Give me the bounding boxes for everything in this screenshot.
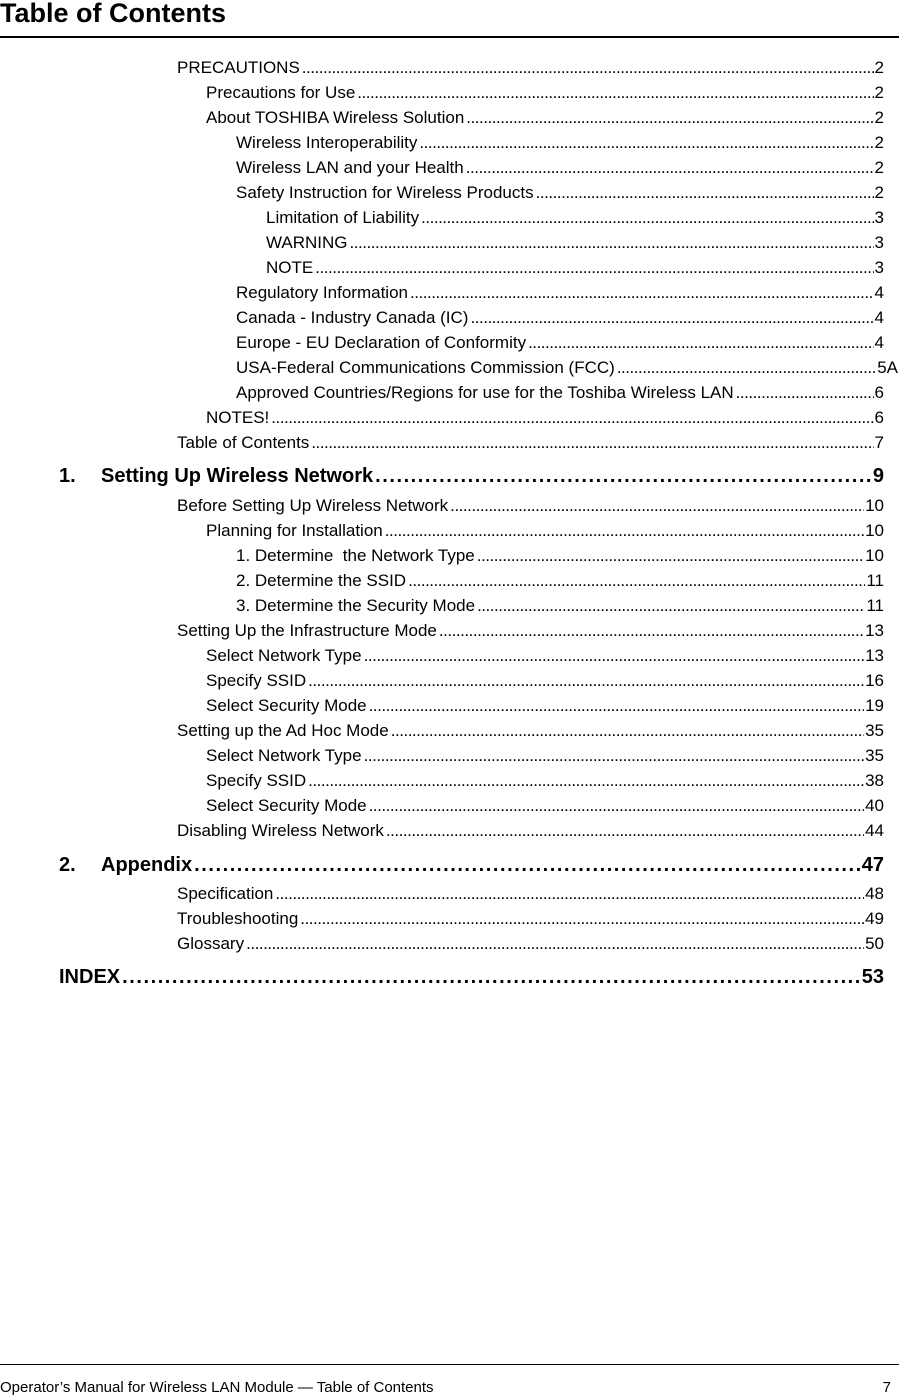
toc-entry-approved-countries[interactable] bbox=[236, 381, 884, 405]
toc-entry-page: 10 bbox=[865, 496, 884, 515]
toc-entry-page: 2 bbox=[874, 158, 884, 177]
chapter-number: 2. bbox=[59, 854, 76, 876]
chapter-number: 1. bbox=[59, 465, 76, 487]
toc-entry-page: 50 bbox=[865, 934, 884, 953]
toc-entry-page: 13 bbox=[865, 646, 884, 665]
toc-chapter-1[interactable] bbox=[59, 462, 884, 490]
toc-entry-determine-security-mode[interactable] bbox=[236, 594, 884, 618]
dot-leader bbox=[364, 644, 864, 668]
toc-entry-label: Setting up the Ad Hoc Mode bbox=[177, 721, 389, 740]
toc-entry-label: Table of Contents bbox=[177, 433, 310, 452]
index-page: 53 bbox=[861, 966, 884, 988]
toc-entry-label: WARNING bbox=[266, 233, 348, 252]
dot-leader bbox=[419, 131, 873, 155]
toc-entry-page: 5A bbox=[877, 358, 898, 377]
toc-entry-regulatory-information[interactable] bbox=[236, 281, 884, 305]
dot-leader bbox=[308, 769, 864, 793]
toc-index[interactable] bbox=[59, 963, 884, 991]
toc-entry-page: 7 bbox=[874, 433, 884, 452]
toc-entry-canada-ic[interactable] bbox=[236, 306, 884, 330]
toc-entry-select-network-type[interactable] bbox=[206, 744, 884, 768]
toc-entry-page: 2 bbox=[874, 108, 884, 127]
toc-entry-label: 2. Determine the SSID bbox=[236, 571, 407, 590]
toc-entry-troubleshooting[interactable] bbox=[177, 907, 884, 931]
toc-entry-label: Disabling Wireless Network bbox=[177, 821, 384, 840]
dot-leader bbox=[271, 406, 873, 430]
dot-leader bbox=[477, 544, 864, 568]
dot-leader bbox=[246, 932, 864, 956]
toc-entry-label: 3. Determine the Security Mode bbox=[236, 596, 476, 615]
toc-entry-label: NOTES! bbox=[206, 408, 270, 427]
toc-entry-label: 1. Determine the Network Type bbox=[236, 546, 475, 565]
toc-entry-label: NOTE bbox=[266, 258, 314, 277]
dot-leader bbox=[302, 56, 874, 80]
dot-leader bbox=[375, 462, 872, 490]
toc-entry-label: Select Security Mode bbox=[206, 696, 367, 715]
toc-entry-safety-instruction[interactable] bbox=[236, 181, 884, 205]
dot-leader bbox=[385, 519, 864, 543]
toc-entry-before-setting-up[interactable] bbox=[177, 494, 884, 518]
toc-entry-page: 38 bbox=[865, 771, 884, 790]
toc-entry-page: 44 bbox=[865, 821, 884, 840]
page-title: Table of Contents bbox=[0, 0, 226, 28]
dot-leader bbox=[617, 356, 876, 380]
dot-leader bbox=[315, 256, 873, 280]
toc-entry-specify-ssid[interactable] bbox=[206, 769, 884, 793]
toc-entry-label: Before Setting Up Wireless Network bbox=[177, 496, 449, 515]
toc-entry-page: 4 bbox=[874, 283, 884, 302]
dot-leader bbox=[311, 431, 873, 455]
toc-entry-page: 10 bbox=[865, 546, 884, 565]
index-title: INDEX bbox=[59, 966, 121, 988]
dot-leader bbox=[528, 331, 873, 355]
dot-leader bbox=[736, 381, 874, 405]
toc-entry-page: 6 bbox=[874, 383, 884, 402]
footer-document-title: Operator’s Manual for Wireless LAN Module — Table of Contents bbox=[0, 1379, 434, 1396]
toc-entry-page: 40 bbox=[865, 796, 884, 815]
dot-leader bbox=[421, 206, 873, 230]
toc-entry-label: Europe - EU Declaration of Conformity bbox=[236, 333, 527, 352]
footer-rule bbox=[0, 1364, 899, 1365]
toc-entry-label: Specify SSID bbox=[206, 671, 307, 690]
chapter-title: Appendix bbox=[101, 854, 193, 876]
toc-entry-label: Troubleshooting bbox=[177, 909, 299, 928]
toc-entry-label: Specification bbox=[177, 884, 274, 903]
toc-entry-europe-eu[interactable] bbox=[236, 331, 884, 355]
dot-leader bbox=[450, 494, 864, 518]
toc-entry-page: 4 bbox=[874, 333, 884, 352]
dot-leader bbox=[439, 619, 864, 643]
toc-entry-label: Precautions for Use bbox=[206, 83, 356, 102]
toc-entry-select-security-mode[interactable] bbox=[206, 794, 884, 818]
toc-entry-label: Canada - Industry Canada (IC) bbox=[236, 308, 469, 327]
dot-leader bbox=[308, 669, 864, 693]
toc-entry-page: 4 bbox=[874, 308, 884, 327]
toc-entry-table-of-contents[interactable] bbox=[177, 431, 884, 455]
toc-entry-page: 3 bbox=[874, 258, 884, 277]
toc-entry-select-security-mode[interactable] bbox=[206, 694, 884, 718]
dot-leader bbox=[369, 794, 864, 818]
dot-leader bbox=[194, 851, 861, 879]
dot-leader bbox=[364, 744, 864, 768]
toc-entry-label: About TOSHIBA Wireless Solution bbox=[206, 108, 465, 127]
toc-entry-page: 48 bbox=[865, 884, 884, 903]
toc-entry-page: 11 bbox=[866, 571, 884, 590]
toc-entry-label: Select Network Type bbox=[206, 746, 362, 765]
toc-entry-planning-installation[interactable] bbox=[206, 519, 884, 543]
dot-leader bbox=[536, 181, 874, 205]
toc-entry-label: USA-Federal Communications Commission (FCC) bbox=[236, 358, 615, 377]
toc-entry-label: Approved Countries/Regions for use for the Toshiba Wireless LAN bbox=[236, 383, 734, 402]
toc-entry-page: 13 bbox=[865, 621, 884, 640]
dot-leader bbox=[466, 156, 874, 180]
toc-entry-about-toshiba[interactable] bbox=[206, 106, 884, 130]
dot-leader bbox=[275, 882, 864, 906]
toc-entry-page: 49 bbox=[865, 909, 884, 928]
footer-page-number: 7 bbox=[882, 1379, 891, 1396]
toc-entry-label: Glossary bbox=[177, 934, 245, 953]
dot-leader bbox=[410, 281, 874, 305]
toc-entry-infrastructure-mode[interactable] bbox=[177, 619, 884, 643]
toc-entry-wireless-interoperability[interactable] bbox=[236, 131, 884, 155]
toc-entry-page: 2 bbox=[874, 183, 884, 202]
toc-entry-page: 11 bbox=[866, 596, 884, 615]
toc-entry-label: Safety Instruction for Wireless Products bbox=[236, 183, 534, 202]
toc-entry-ad-hoc-mode[interactable] bbox=[177, 719, 884, 743]
dot-leader bbox=[477, 594, 865, 618]
toc-entry-specify-ssid[interactable] bbox=[206, 669, 884, 693]
toc-entry-determine-network-type[interactable] bbox=[236, 544, 884, 568]
toc-entry-page: 16 bbox=[865, 671, 884, 690]
dot-leader bbox=[369, 694, 864, 718]
toc-entry-usa-fcc[interactable] bbox=[236, 356, 898, 380]
dot-leader bbox=[357, 81, 873, 105]
toc-entry-wireless-lan-health[interactable] bbox=[236, 156, 884, 180]
dot-leader bbox=[408, 569, 865, 593]
toc-entry-page: 35 bbox=[865, 746, 884, 765]
toc-entry-label: Select Security Mode bbox=[206, 796, 367, 815]
toc-entry-page: 3 bbox=[874, 208, 884, 227]
toc-entry-warning[interactable] bbox=[266, 231, 884, 255]
toc-entry-page: 10 bbox=[865, 521, 884, 540]
toc-entry-note[interactable] bbox=[266, 256, 884, 280]
dot-leader bbox=[391, 719, 864, 743]
toc-entry-page: 19 bbox=[865, 696, 884, 715]
toc-entry-label: Limitation of Liability bbox=[266, 208, 420, 227]
dot-leader bbox=[122, 963, 861, 991]
toc-entry-page: 6 bbox=[874, 408, 884, 427]
dot-leader bbox=[386, 819, 864, 843]
toc-entry-label: Setting Up the Infrastructure Mode bbox=[177, 621, 437, 640]
toc-entry-page: 2 bbox=[874, 133, 884, 152]
toc-entry-page: 3 bbox=[874, 233, 884, 252]
toc-entry-label: Wireless LAN and your Health bbox=[236, 158, 464, 177]
toc-entry-label: Select Network Type bbox=[206, 646, 362, 665]
toc-entry-label: Regulatory Information bbox=[236, 283, 408, 302]
dot-leader bbox=[466, 106, 873, 130]
toc-entry-page: 2 bbox=[874, 58, 884, 77]
dot-leader bbox=[350, 231, 874, 255]
toc-entry-precautions[interactable] bbox=[177, 56, 884, 80]
dot-leader bbox=[470, 306, 873, 330]
toc-entry-page: 35 bbox=[865, 721, 884, 740]
chapter-page: 47 bbox=[861, 854, 884, 876]
chapter-title: Setting Up Wireless Network bbox=[101, 465, 374, 487]
toc-entry-glossary[interactable] bbox=[177, 932, 884, 956]
toc-entry-label: PRECAUTIONS bbox=[177, 58, 300, 77]
toc-entry-label: Specify SSID bbox=[206, 771, 307, 790]
dot-leader bbox=[300, 907, 864, 931]
toc-chapter-2[interactable] bbox=[59, 851, 884, 879]
toc-entry-precautions-for-use[interactable] bbox=[206, 81, 884, 105]
toc-entry-select-network-type[interactable] bbox=[206, 644, 884, 668]
toc-entry-disabling-wireless[interactable] bbox=[177, 819, 884, 843]
toc-entry-page: 2 bbox=[874, 83, 884, 102]
toc-entry-determine-ssid[interactable] bbox=[236, 569, 884, 593]
chapter-page: 9 bbox=[872, 465, 884, 487]
toc-entry-label: Wireless Interoperability bbox=[236, 133, 418, 152]
toc-entry-label: Planning for Installation bbox=[206, 521, 383, 540]
toc-entry-limitation-of-liability[interactable] bbox=[266, 206, 884, 230]
toc-entry-specification[interactable] bbox=[177, 882, 884, 906]
toc-entry-notes[interactable] bbox=[206, 406, 884, 430]
